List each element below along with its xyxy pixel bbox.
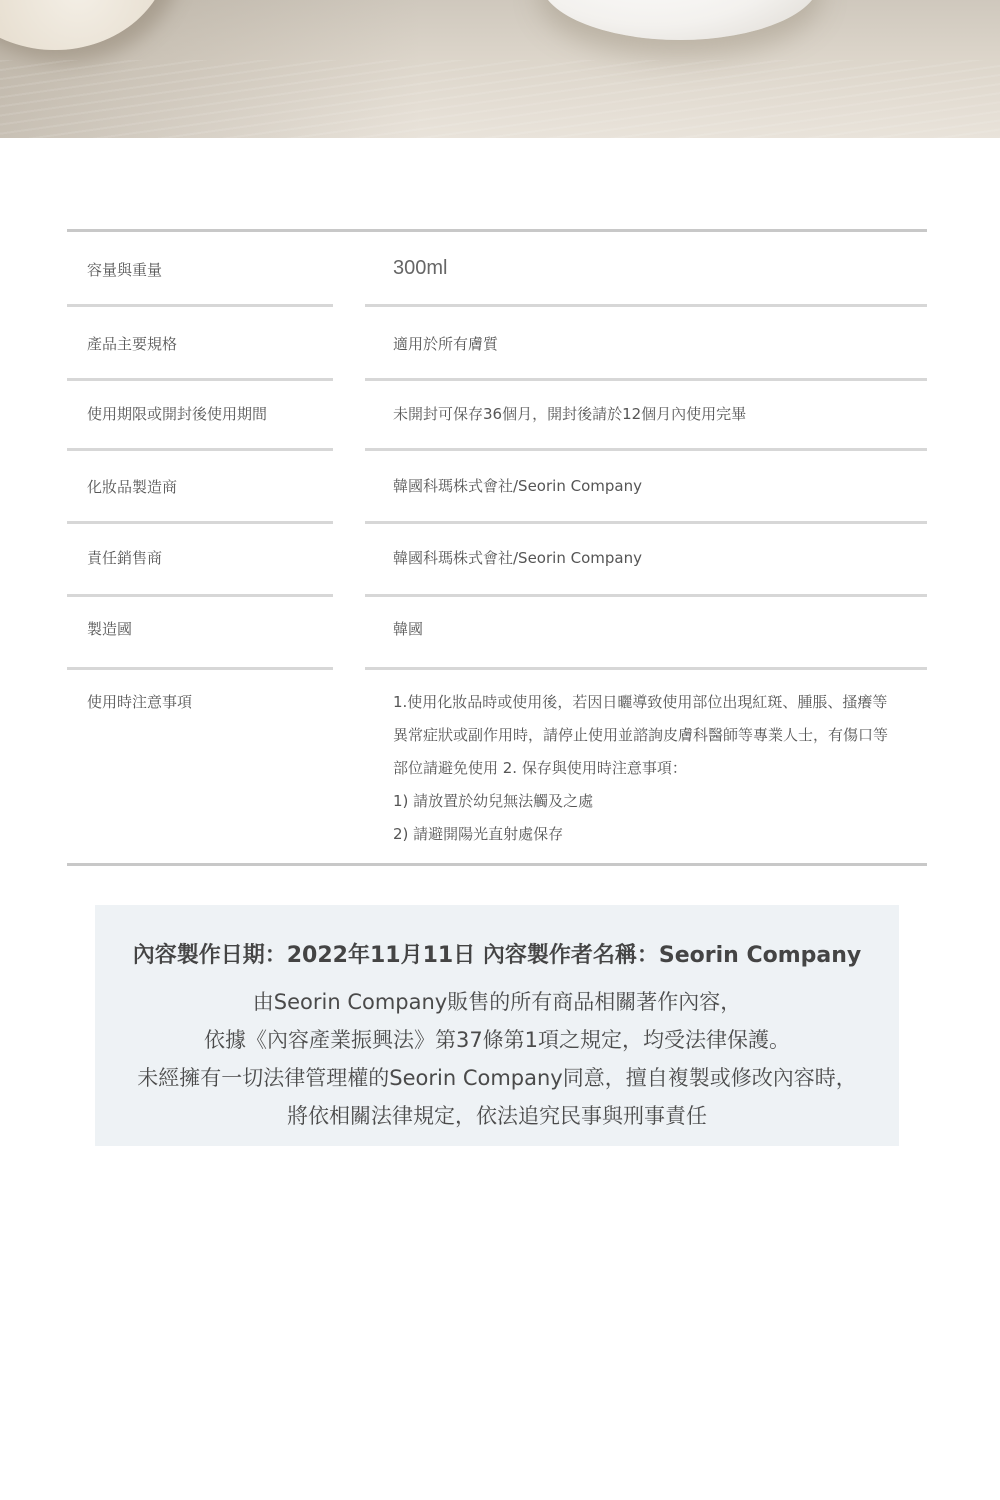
notice-headline: 內容製作日期：2022年11月11日 內容製作者名稱：Seorin Company xyxy=(132,943,862,968)
spec-row-seller xyxy=(67,524,927,597)
notice-body xyxy=(95,983,899,1135)
spec-value: 適用於所有膚質 xyxy=(365,307,927,381)
spec-table xyxy=(67,229,927,866)
caution-line: 1.使用化妝品時或使用後，若因日曬導致使用部位出現紅斑、腫脹、搔癢等 xyxy=(393,693,888,711)
spec-value-caution xyxy=(365,670,927,863)
notice-line: 未經擁有一切法律管理權的Seorin Company同意，擅自複製或修改內容時， xyxy=(137,1066,857,1090)
spec-label: 製造國 xyxy=(67,597,333,670)
spec-label: 使用時注意事項 xyxy=(87,693,193,711)
spec-value: 300ml xyxy=(365,232,927,307)
notice-line: 依據《內容產業振興法》第37條第1項之規定，均受法律保護。 xyxy=(203,1028,791,1052)
copyright-notice xyxy=(95,905,899,1146)
spec-label: 容量與重量 xyxy=(67,232,333,307)
spec-row-spec xyxy=(67,307,927,381)
cream-jar xyxy=(540,0,820,40)
notice-line: 將依相關法律規定，依法追究民事與刑事責任 xyxy=(287,1104,707,1128)
caution-line: 異常症狀或副作用時，請停止使用並諮詢皮膚科醫師等專業人士，有傷口等 xyxy=(393,726,889,744)
wood-surface xyxy=(0,60,1000,138)
spec-row-caution xyxy=(67,670,927,866)
spec-row-shelf-life xyxy=(67,381,927,451)
spec-label: 責任銷售商 xyxy=(67,524,333,597)
spec-value: 未開封可保存36個月，開封後請於12個月內使用完畢 xyxy=(365,381,927,451)
spec-value: 韓國科瑪株式會社/Seorin Company xyxy=(365,524,927,597)
spec-label: 使用期限或開封後使用期間 xyxy=(67,381,333,451)
spec-row-volume xyxy=(67,232,927,307)
spec-row-manufacturer xyxy=(67,451,927,524)
spec-value: 韓國科瑪株式會社/Seorin Company xyxy=(365,451,927,524)
spec-label: 產品主要規格 xyxy=(67,307,333,381)
spec-label: 化妝品製造商 xyxy=(67,451,333,524)
spec-row-origin xyxy=(67,597,927,670)
caution-line: 部位請避免使用 2. 保存與使用時注意事項： xyxy=(393,759,687,777)
caution-line: 1) 請放置於幼兒無法觸及之處 xyxy=(393,792,594,810)
notice-line: 由Seorin Company販售的所有商品相關著作內容， xyxy=(252,990,742,1014)
product-photo xyxy=(0,0,1000,138)
caution-line: 2) 請避開陽光直射處保存 xyxy=(393,825,564,843)
spec-value: 韓國 xyxy=(365,597,927,670)
